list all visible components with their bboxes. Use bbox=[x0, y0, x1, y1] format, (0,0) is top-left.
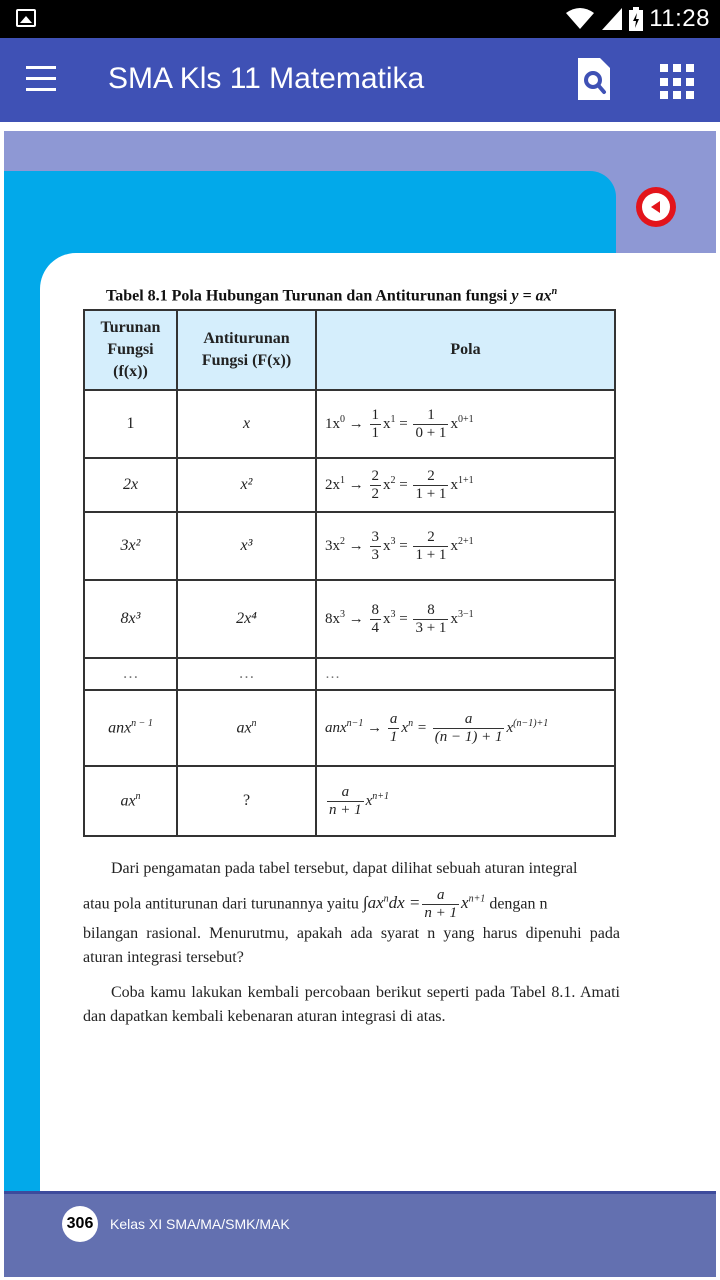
frac-num: a bbox=[422, 887, 459, 905]
pola-mid: x bbox=[383, 610, 391, 627]
pola-tail-exp: 3−1 bbox=[457, 608, 474, 620]
paragraph1-before-formula: atau pola antiturunan dari turunannya yaitu bbox=[83, 895, 359, 913]
cell-turunan-exp: n − 1 bbox=[131, 718, 153, 730]
paragraph-integral-rule bbox=[83, 857, 620, 970]
integral-x: x bbox=[461, 893, 469, 913]
cell-pola: $1x^0$ → $\frac{1}{1}$ $x^1$ = $\frac{1}{0 + 1}$ $x^{0+1}$ bbox=[316, 390, 615, 458]
frac-den: 1 + 1 bbox=[415, 546, 447, 563]
header-pola: Pola bbox=[316, 310, 615, 390]
pola-mid-exp: 2 bbox=[390, 474, 396, 486]
cell-antiturunan: x bbox=[177, 390, 316, 458]
frac-den: 3 + 1 bbox=[415, 619, 447, 636]
book-page[interactable] bbox=[4, 131, 716, 1277]
signal-icon bbox=[601, 7, 623, 31]
frac-num: 1 bbox=[413, 407, 448, 425]
paragraph1-line1: Dari pengamatan pada tabel tersebut, dapat dilihat sebuah aturan integral bbox=[111, 860, 578, 877]
wifi-icon bbox=[565, 7, 595, 31]
menu-button[interactable] bbox=[22, 66, 62, 96]
integral-dx: dx = bbox=[388, 893, 421, 913]
pola-lhs: 1x bbox=[325, 415, 340, 432]
pola-lhs: 3x bbox=[325, 537, 340, 554]
battery-icon bbox=[629, 7, 643, 31]
derivative-antiderivative-table bbox=[83, 309, 616, 837]
table-row bbox=[84, 766, 615, 836]
integral-formula bbox=[362, 887, 486, 921]
grid-dot bbox=[660, 78, 668, 86]
table-row bbox=[84, 512, 615, 580]
cell-turunan-base: anx bbox=[108, 719, 132, 737]
back-arrow-icon bbox=[642, 193, 670, 221]
frac-den: 1 bbox=[371, 424, 379, 441]
pola-fraction bbox=[370, 468, 382, 503]
frac-den: 1 bbox=[389, 728, 398, 745]
cell-pola: … bbox=[316, 658, 615, 690]
cell-turunan: 2x bbox=[84, 458, 177, 512]
header-antiturunan bbox=[177, 310, 316, 390]
hamburger-line bbox=[26, 77, 56, 80]
pola-fraction bbox=[327, 784, 364, 819]
pola-mid: x bbox=[383, 415, 391, 432]
hamburger-icon bbox=[26, 66, 56, 69]
back-arrow-triangle bbox=[651, 201, 660, 213]
table-caption bbox=[106, 286, 557, 305]
integral-sign: ∫ax bbox=[362, 893, 384, 913]
cell-turunan bbox=[84, 690, 177, 766]
table-row bbox=[84, 458, 615, 512]
frac-den: 3 bbox=[371, 546, 379, 563]
table-caption-text: Tabel 8.1 Pola Hubungan Turunan dan Antiturunan fungsi bbox=[106, 287, 512, 305]
cell-antiturunan: x² bbox=[177, 458, 316, 512]
table-caption-formula: y = ax bbox=[511, 287, 552, 305]
pola-lhs-exp: 3 bbox=[340, 608, 345, 620]
pola-tail: x bbox=[506, 719, 514, 736]
pola-mid-exp: 3 bbox=[390, 608, 396, 620]
cell-pola: anx$^{n-1}$ → $\frac{a}{1}$ $x^n$ = $\frac{a}{(n - 1) + 1}$ $x^{(n-1)+1}$ bbox=[316, 690, 615, 766]
pola-fraction bbox=[370, 602, 382, 637]
cell-pola: $8x^3$ → $\frac{8}{4}$ $x^3$ = $\frac{8}{3 + 1}$ $x^{3-1}$ bbox=[316, 580, 615, 658]
table-row bbox=[84, 690, 615, 766]
frac-num: 8 bbox=[413, 602, 448, 620]
cell-antiturunan-base: ax bbox=[236, 719, 252, 737]
header-antiturunan-line1: Antiturunan bbox=[203, 330, 290, 347]
app-title: SMA Kls 11 Matematika bbox=[108, 62, 425, 95]
table-row bbox=[84, 390, 615, 458]
pola-tail-exp: 0+1 bbox=[457, 413, 474, 425]
frac-num: a bbox=[389, 710, 398, 727]
grid-dot bbox=[673, 78, 681, 86]
pola-lhs-exp: n−1 bbox=[346, 717, 364, 729]
frac-num: 3 bbox=[371, 528, 379, 545]
cell-turunan-exp: n bbox=[135, 791, 141, 803]
pola-tail: x bbox=[450, 415, 458, 432]
cell-antiturunan: ? bbox=[177, 766, 316, 836]
cell-pola: $3x^2$ → $\frac{3}{3}$ $x^3$ = $\frac{2}{1 + 1}$ $x^{2+1}$ bbox=[316, 512, 615, 580]
pola-tail: x bbox=[450, 537, 458, 554]
cell-turunan bbox=[84, 766, 177, 836]
pola-fraction bbox=[370, 407, 382, 442]
pola-fraction bbox=[433, 711, 505, 746]
cell-pola: $2x^1$ → $\frac{2}{2}$ $x^2$ = $\frac{2}{1 + 1}$ $x^{1+1}$ bbox=[316, 458, 615, 512]
header-turunan-line2: Fungsi bbox=[107, 341, 154, 358]
cell-antiturunan: 2x⁴ bbox=[177, 580, 316, 658]
frac-num: a bbox=[433, 711, 505, 729]
integral-fraction bbox=[422, 887, 459, 922]
cell-antiturunan: … bbox=[177, 658, 316, 690]
frac-den: n + 1 bbox=[329, 801, 362, 818]
pola-fraction bbox=[370, 529, 382, 564]
pola-tail: x bbox=[450, 610, 458, 627]
pola-fraction bbox=[413, 407, 448, 442]
grid-dot bbox=[673, 91, 681, 99]
cell-antiturunan bbox=[177, 690, 316, 766]
pola-tail-exp: 1+1 bbox=[457, 474, 474, 486]
table-row-ellipsis bbox=[84, 658, 615, 690]
header-turunan-line1: Turunan bbox=[100, 319, 161, 336]
paragraph2-text: Coba kamu lakukan kembali percobaan berikut seperti pada Tabel 8.1. Amati dan dapatkan kembali kebenaran aturan integrasi di atas. bbox=[83, 984, 620, 1025]
frac-den: 0 + 1 bbox=[415, 424, 447, 441]
grid-icon bbox=[660, 64, 668, 72]
pola-tail-exp: (n−1)+1 bbox=[513, 717, 549, 729]
page-number: 306 bbox=[62, 1206, 98, 1242]
grid-dot bbox=[686, 91, 694, 99]
frac-num: 8 bbox=[371, 601, 379, 618]
pola-fraction bbox=[413, 468, 448, 503]
cell-turunan: 8x³ bbox=[84, 580, 177, 658]
frac-num: a bbox=[327, 784, 364, 802]
cell-turunan: 1 bbox=[84, 390, 177, 458]
pola-lhs: 8x bbox=[325, 610, 340, 627]
cell-turunan: 3x² bbox=[84, 512, 177, 580]
pola-fraction bbox=[413, 529, 448, 564]
integral-x-exp: n+1 bbox=[468, 893, 486, 905]
paragraph-try-again bbox=[83, 981, 620, 1029]
frac-den: n + 1 bbox=[424, 905, 458, 921]
table-row bbox=[84, 580, 615, 658]
pola-lhs-exp: 2 bbox=[340, 535, 345, 547]
hamburger-line bbox=[26, 88, 56, 91]
pola-lhs-exp: 0 bbox=[340, 413, 345, 425]
header-turunan bbox=[84, 310, 177, 390]
paragraph1-rest: bilangan rasional. Menurutmu, apakah ada syarat n yang harus dipenuhi pada aturan integrasi tersebut? bbox=[83, 925, 620, 966]
frac-den: 1 + 1 bbox=[415, 485, 447, 502]
pola-lhs: 2x bbox=[325, 476, 340, 493]
grid-dot bbox=[686, 78, 694, 86]
cell-antiturunan: x³ bbox=[177, 512, 316, 580]
pola-tail-exp: n+1 bbox=[372, 790, 390, 802]
gallery-notification-icon bbox=[16, 9, 36, 27]
cell-turunan-base: ax bbox=[120, 792, 136, 810]
find-in-page-icon bbox=[574, 56, 614, 102]
frac-den: 2 bbox=[371, 485, 379, 502]
pola-mid-exp: 3 bbox=[390, 535, 396, 547]
frac-den: (n − 1) + 1 bbox=[434, 728, 503, 745]
pola-lhs-exp: 1 bbox=[340, 474, 345, 486]
table-caption-exponent: n bbox=[551, 286, 558, 297]
page-back-button[interactable] bbox=[636, 187, 676, 227]
pola-mid-exp: n bbox=[408, 717, 414, 729]
status-bar bbox=[0, 0, 720, 38]
pola-tail: x bbox=[365, 792, 373, 809]
cell-pola bbox=[316, 766, 615, 836]
grid-dot bbox=[660, 91, 668, 99]
apps-grid-button[interactable] bbox=[660, 64, 696, 100]
pola-lhs: anx bbox=[325, 719, 347, 736]
frac-num: 1 bbox=[371, 406, 379, 423]
pola-fraction bbox=[413, 602, 448, 637]
frac-den: 4 bbox=[371, 619, 379, 636]
status-icons bbox=[565, 5, 710, 33]
integral-exp: n bbox=[383, 893, 389, 905]
clock: 11:28 bbox=[649, 5, 710, 32]
footer-text: Kelas XI SMA/MA/SMK/MAK bbox=[110, 1216, 290, 1232]
app-bar bbox=[0, 38, 720, 122]
paragraph1-after-formula: dengan n bbox=[489, 895, 548, 913]
frac-num: 2 bbox=[413, 468, 448, 486]
cell-antiturunan-exp: n bbox=[251, 718, 257, 730]
frac-num: 2 bbox=[371, 467, 379, 484]
pola-mid: x bbox=[383, 537, 391, 554]
page-footer bbox=[4, 1191, 716, 1277]
frac-num: 2 bbox=[413, 529, 448, 547]
grid-dot bbox=[686, 64, 694, 72]
pola-tail: x bbox=[450, 476, 458, 493]
pola-mid-exp: 1 bbox=[390, 413, 396, 425]
header-turunan-line3: (f(x)) bbox=[113, 363, 148, 380]
header-antiturunan-line2: Fungsi (F(x)) bbox=[201, 352, 292, 369]
search-in-document-button[interactable] bbox=[574, 56, 614, 102]
pola-fraction bbox=[388, 711, 400, 746]
pola-mid: x bbox=[401, 719, 409, 736]
cell-turunan: … bbox=[84, 658, 177, 690]
paragraph1-formula-line bbox=[83, 887, 620, 922]
pola-tail-exp: 2+1 bbox=[457, 535, 474, 547]
grid-dot bbox=[673, 64, 681, 72]
table-header-row bbox=[84, 310, 615, 390]
pola-mid: x bbox=[383, 476, 391, 493]
